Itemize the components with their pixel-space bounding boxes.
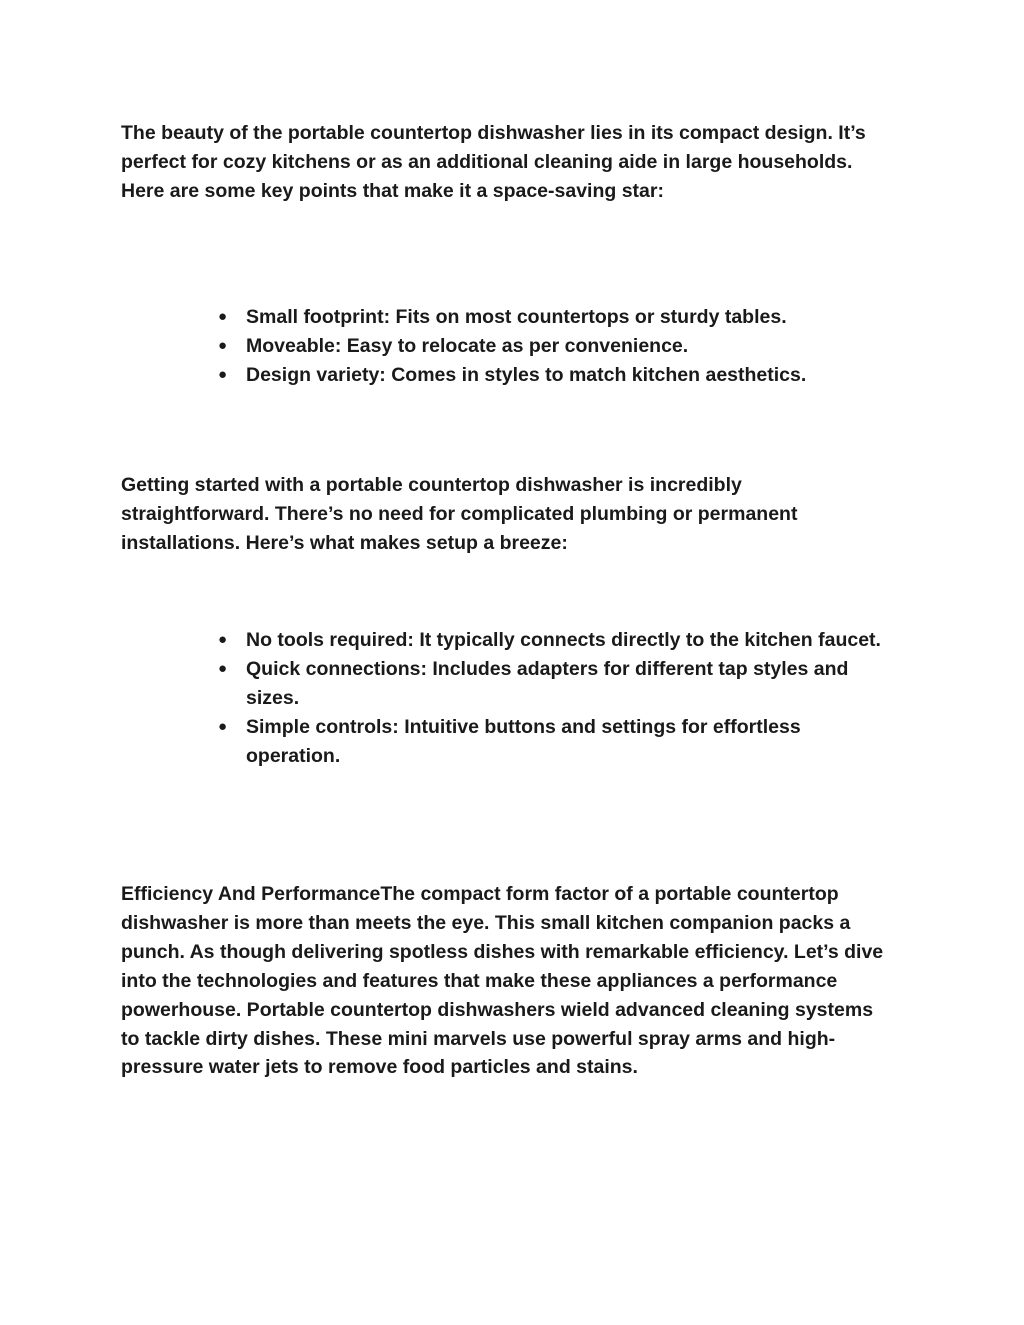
bullet-icon: ● — [218, 365, 228, 383]
bullet-icon: ● — [218, 336, 228, 354]
bullet-icon: ● — [218, 659, 228, 677]
list-item — [218, 332, 898, 361]
list-item — [218, 361, 898, 390]
bullet-list-setup — [218, 626, 898, 771]
list-item — [218, 626, 898, 655]
list-item — [218, 655, 898, 713]
list-item-text: Small footprint: Fits on most countertops or sturdy tables. — [246, 306, 787, 328]
bullet-icon: ● — [218, 308, 228, 325]
list-item — [218, 713, 898, 771]
list-item-text: Simple controls: Intuitive buttons and settings for effortless operation. — [246, 715, 801, 767]
list-item-text: Moveable: Easy to relocate as per convenience. — [246, 334, 689, 357]
bullet-list-space-saving — [218, 303, 898, 390]
list-item-text: Quick connections: Includes adapters for different tap styles and sizes. — [246, 657, 849, 709]
bullet-icon: ● — [218, 631, 228, 648]
list-item-text: No tools required: It typically connects directly to the kitchen faucet. — [246, 629, 881, 651]
paragraph-efficiency-performance: Efficiency And PerformanceThe compact form factor of a portable countertop dishwasher is more than meets the eye. This small kitchen companion packs a punch. As though delivering spotless dishes with remarkable efficiency. Let’s dive into the technologies and features that make these appliances a performance powerhouse. Portable countertop dishwashers wield advanced cleaning systems to tackle dirty dishes. These mini marvels use powerful spray arms and high-pressure water jets to remove food particles and stains. — [121, 883, 884, 1079]
paragraph-compact-design: The beauty of the portable countertop dishwasher lies in its compact design. It’s perfect for cozy kitchens or as an additional cleaning aide in large households. Here are some key points that make it a space-saving star: — [121, 122, 866, 202]
paragraph-getting-started: Getting started with a portable countertop dishwasher is incredibly straightforward. There’s no need for complicated plumbing or permanent installations. Here’s what makes setup a breeze: — [121, 474, 798, 554]
bullet-icon: ● — [218, 717, 228, 735]
list-item — [218, 303, 898, 332]
list-item-text: Design variety: Comes in styles to match kitchen aesthetics. — [246, 363, 807, 386]
